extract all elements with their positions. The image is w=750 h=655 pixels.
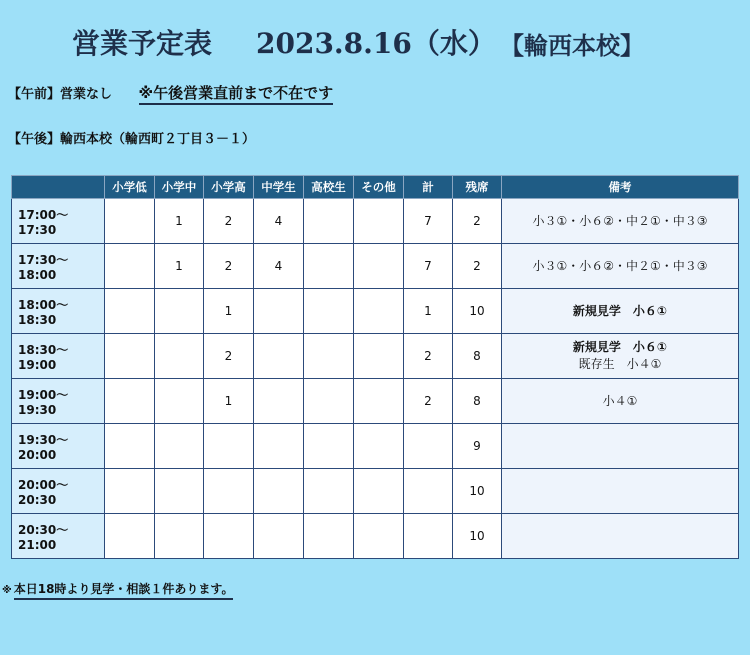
count-cell [155,334,204,379]
afternoon-label: 【午後】輪西本校（輪西町２丁目３－１） [8,132,256,147]
table-row [12,289,739,334]
remarks-cell [502,334,739,379]
count-cell: 2 [453,199,502,244]
count-cell [204,424,254,469]
count-cell [404,469,453,514]
remarks-cell [502,469,739,514]
count-cell [254,379,304,424]
count-cell [354,289,404,334]
count-cell: 8 [453,379,502,424]
count-cell [155,289,204,334]
count-cell [155,379,204,424]
remark-line: 小４① [602,393,638,408]
count-cell: 1 [155,199,204,244]
header-cell: 小学中 [155,176,204,199]
count-cell: 4 [254,199,304,244]
remarks-cell [502,244,739,289]
footer-note [2,580,233,597]
count-cell [204,514,254,559]
header-cell: 残席 [453,176,502,199]
count-cell: 9 [453,424,502,469]
header-cell: 備考 [502,176,739,199]
remarks-cell [502,424,739,469]
remarks-cell [502,289,739,334]
count-cell [105,469,155,514]
count-cell [155,514,204,559]
table-row [12,469,739,514]
count-cell [254,424,304,469]
count-cell: 1 [155,244,204,289]
morning-info [8,82,333,103]
title-date: 2023.8.16（水） [256,27,496,60]
time-slot: 20:00〜20:30 [12,469,105,514]
table-row [12,199,739,244]
count-cell: 7 [404,199,453,244]
count-cell [354,379,404,424]
count-cell [354,244,404,289]
count-cell [404,514,453,559]
count-cell [105,514,155,559]
table-row [12,379,739,424]
count-cell [254,334,304,379]
afternoon-info [8,128,255,147]
schedule-body [12,199,739,559]
count-cell [304,244,354,289]
count-cell: 10 [453,469,502,514]
count-cell [155,469,204,514]
header-cell: 計 [404,176,453,199]
count-cell: 1 [204,379,254,424]
schedule-table [11,175,739,559]
time-slot: 17:00〜17:30 [12,199,105,244]
footer-mark: ※ [2,585,12,596]
count-cell [404,424,453,469]
count-cell [304,379,354,424]
count-cell: 1 [404,289,453,334]
footer-text: 本日18時より見学・相談１件あります。 [14,582,234,600]
table-row [12,244,739,289]
count-cell [354,199,404,244]
table-row [12,334,739,379]
remarks-cell [502,199,739,244]
count-cell [105,199,155,244]
remark-line: 新規見学 小６① [572,340,668,354]
morning-label: 【午前】営業なし [8,87,113,102]
count-cell [304,334,354,379]
remark-line: 小３①・小６②・中２①・中３③ [532,213,708,228]
count-cell: 4 [254,244,304,289]
count-cell [354,334,404,379]
count-cell [354,514,404,559]
count-cell: 7 [404,244,453,289]
count-cell [304,289,354,334]
count-cell: 2 [404,379,453,424]
count-cell [304,514,354,559]
morning-note: ※午後営業直前まで不在です [139,84,334,105]
count-cell [254,514,304,559]
count-cell [105,289,155,334]
count-cell [304,199,354,244]
count-cell [354,424,404,469]
count-cell [254,469,304,514]
count-cell: 10 [453,289,502,334]
count-cell [204,469,254,514]
title-campus: 【輪西本校】 [500,31,644,60]
count-cell [354,469,404,514]
remark-line: 新規見学 小６① [572,303,668,318]
count-cell [304,469,354,514]
remarks-cell [502,379,739,424]
count-cell: 8 [453,334,502,379]
time-slot: 18:30〜19:00 [12,334,105,379]
table-row [12,424,739,469]
count-cell: 2 [204,334,254,379]
header-cell [12,176,105,199]
time-slot: 20:30〜21:00 [12,514,105,559]
count-cell: 1 [204,289,254,334]
header-cell: 中学生 [254,176,304,199]
header-cell: 高校生 [304,176,354,199]
count-cell [105,424,155,469]
remark-line: 既存生 小４① [578,357,662,371]
count-cell: 10 [453,514,502,559]
title-text: 営業予定表 [72,27,213,60]
header-cell: 小学低 [105,176,155,199]
time-slot: 19:30〜20:00 [12,424,105,469]
count-cell: 2 [453,244,502,289]
count-cell [254,289,304,334]
count-cell [105,334,155,379]
header-row [12,176,739,199]
count-cell [304,424,354,469]
remark-line: 小３①・小６②・中２①・中３③ [532,258,708,273]
remarks-cell [502,514,739,559]
count-cell [105,379,155,424]
table-row [12,514,739,559]
count-cell [105,244,155,289]
count-cell: 2 [404,334,453,379]
count-cell: 2 [204,199,254,244]
count-cell [155,424,204,469]
header-cell: その他 [354,176,404,199]
time-slot: 19:00〜19:30 [12,379,105,424]
header-cell: 小学高 [204,176,254,199]
time-slot: 17:30〜18:00 [12,244,105,289]
time-slot: 18:00〜18:30 [12,289,105,334]
count-cell: 2 [204,244,254,289]
